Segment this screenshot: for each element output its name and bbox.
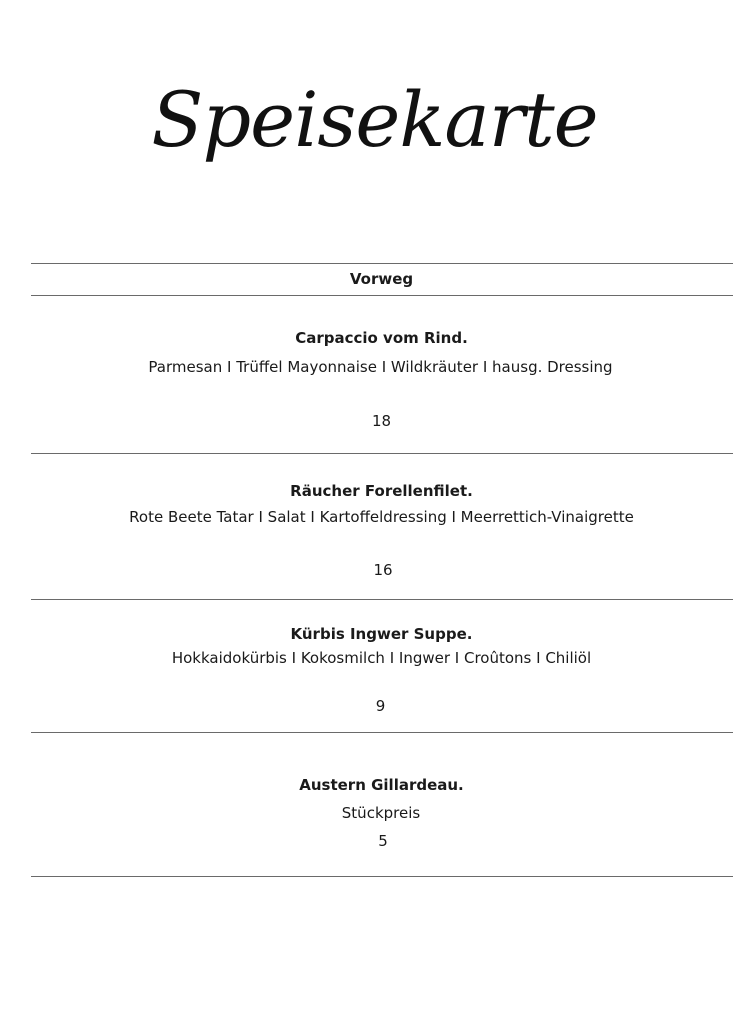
dish-price: 18 <box>371 412 392 430</box>
dish-name: Austern Gillardeau. <box>299 776 464 794</box>
dish-price: 5 <box>378 832 388 850</box>
divider <box>31 732 733 733</box>
dish-name: Carpaccio vom Rind. <box>295 329 468 347</box>
divider <box>31 453 733 454</box>
menu-title: Speisekarte <box>151 75 598 164</box>
dish-description: Hokkaidokürbis I Kokosmilch I Ingwer I Croûtons I Chiliöl <box>171 649 592 667</box>
dish-price: 9 <box>375 697 386 715</box>
dish-description: Parmesan I Trüffel Mayonnaise I Wildkräuter I hausg. Dressing <box>148 358 613 376</box>
divider <box>31 295 733 296</box>
dish-name: Räucher Forellenfilet. <box>290 482 473 500</box>
divider <box>31 876 733 877</box>
divider <box>31 599 733 600</box>
dish-price: 16 <box>373 561 393 579</box>
section-heading: Vorweg <box>349 270 414 288</box>
dish-name: Kürbis Ingwer Suppe. <box>290 625 473 643</box>
divider <box>31 263 733 264</box>
dish-description: Stückpreis <box>341 804 421 822</box>
dish-description: Rote Beete Tatar I Salat I Kartoffeldressing I Meerrettich-Vinaigrette <box>129 508 634 526</box>
